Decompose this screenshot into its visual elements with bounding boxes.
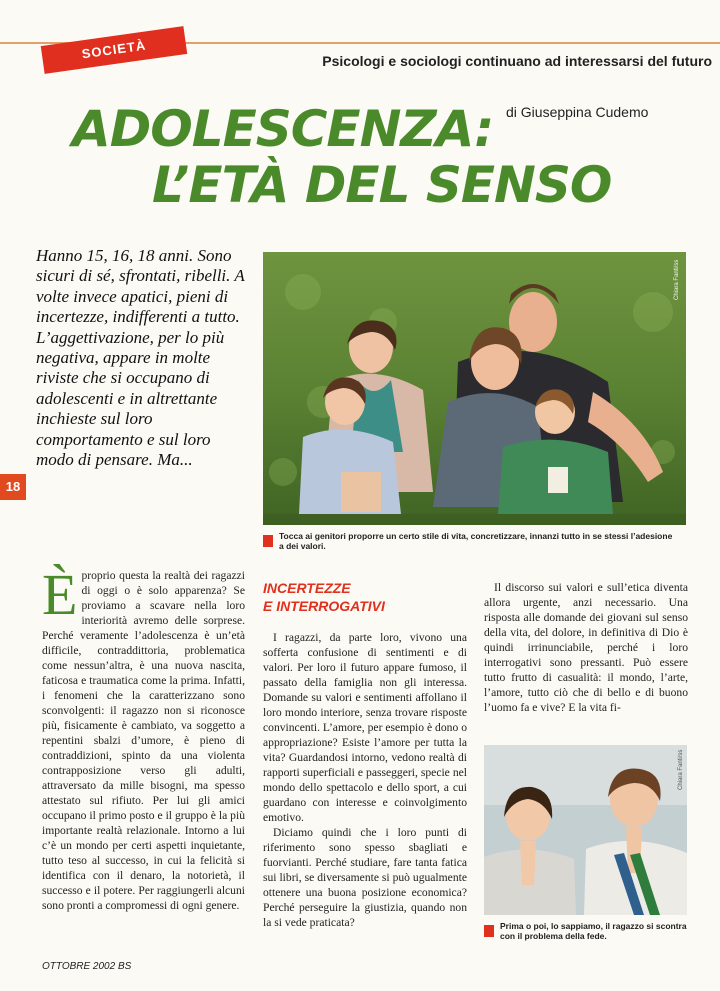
caption-1: Tocca ai genitori proporre un certo stile di vita, concretizzare, innanzi tutto in se stessi l’adesione a dei valori. <box>279 531 673 551</box>
footer-issue: OTTOBRE 2002 BS <box>42 961 132 972</box>
caption-marker-2 <box>484 925 494 937</box>
body-column-1-text: proprio questa la realtà dei ragazzi di oggi o è solo apparenza? Se proviamo a scavare nella loro interiorità avremo delle sorprese. Perché veramente l’adolescenza è un’età difficile, contraddittoria, problematica come nessun’altra, è una nuova nascita, faticosa e traumatica come la prima. Infatti, i fenomeni che la caratterizzano sono sconvolgenti: il ragazzo non si riconosce più, fisicamente è cambiato, va soggetto a repentini sbalzi d’umore, è pieno di contraddizioni, spinto da una violenta contrapposizione verso gli adulti, attraversato da mille bisogni, ma spesso attestato sul rifiuto. Per lui gli amici occupano il primo posto e il gruppo è la più importante realtà relazionale. Intorno a lui c’è un mondo per certi aspetti inquietante, tutto teso al successo, in cui la felicità si identifica con il denaro, la notorietà, il successo e il potere. Per raggiungerli alcuni sono pronti a compromessi di ogni genere. <box>42 569 245 912</box>
section-tag: SOCIETÀ <box>41 26 187 74</box>
photo-credit-2: Chiara Fanti/ss <box>678 749 684 790</box>
subheading-line-1: INCERTEZZE <box>263 580 351 596</box>
body-column-2-paragraph-1: I ragazzi, da parte loro, vivono una sofferta confusione di sentimenti e di valori. Per loro il futuro appare fumoso, il passato della famiglia non gli interessa. Domande su valori e sentimenti affollano il loro mondo interiore, senza trovare risposte convincenti. L’amore, per esempio è dono o appropriazione? Esiste l’amore per tutta la vita? Guardandosi intorno, vedono realtà di rapporti superficiali e passeggeri, specie nel mondo dello spettacolo e dello sport, a cui guardano con interesse e coinvolgimento emotivo. <box>263 631 467 824</box>
body-column-2 <box>263 630 467 930</box>
body-column-3-paragraph-1: Il discorso sui valori e sull’etica diventa allora urgente, anzi necessario. Una risposta alle domande dei giovani sul senso della vita, del dolore, in definitiva di Dio è quindi irrinunciabile, perché i loro interrogativi sono pressanti. Può essere tutto frutto di casualità: il mondo, l’arte, l’amore, tutto ciò che di bello e di buono l’uomo fa e vive? E la vita fi- <box>484 581 688 714</box>
body-column-1 <box>42 562 245 913</box>
body-column-2-paragraph-2: Diciamo quindi che i loro punti di riferimento sono spesso sbagliati e fuorvianti. Perché studiare, fare tanta fatica sui libri, se diversamente si può ugualmente ottenere una buona posizione economica? Perché perseguire la giustizia, quando non la si vede praticata? <box>263 826 467 929</box>
children-photo <box>484 745 687 915</box>
family-photo <box>263 252 686 525</box>
body-column-3 <box>484 580 688 715</box>
headline-line-1: ADOLESCENZA: <box>72 100 494 158</box>
author-byline: di Giuseppina Cudemo <box>506 104 649 120</box>
page-number: 18 <box>0 474 26 500</box>
subheading-line-2: E INTERROGATIVI <box>263 598 385 614</box>
lead-paragraph: Hanno 15, 16, 18 anni. Sono sicuri di sé, sfrontati, ribelli. A volte invece apatici, pieni di incertezze, indifferenti a tutto. L’aggettivazione, per lo più negativa, appare in molte riviste che si occupano di adolescenti e in altrettante inchieste sul loro comportamento e sul loro modo di pensare. Ma... <box>36 246 245 470</box>
photo-credit-1: Chiara Fanti/ss <box>674 259 680 300</box>
caption-marker-1 <box>263 535 273 547</box>
drop-cap: È <box>42 562 78 627</box>
caption-2: Prima o poi, lo sappiamo, il ragazzo si scontra con il problema della fede. <box>500 921 687 941</box>
kicker: Psicologi e sociologi continuano ad interessarsi del futuro <box>322 53 712 69</box>
headline-line-2: L’ETÀ DEL SENSO <box>152 156 612 214</box>
